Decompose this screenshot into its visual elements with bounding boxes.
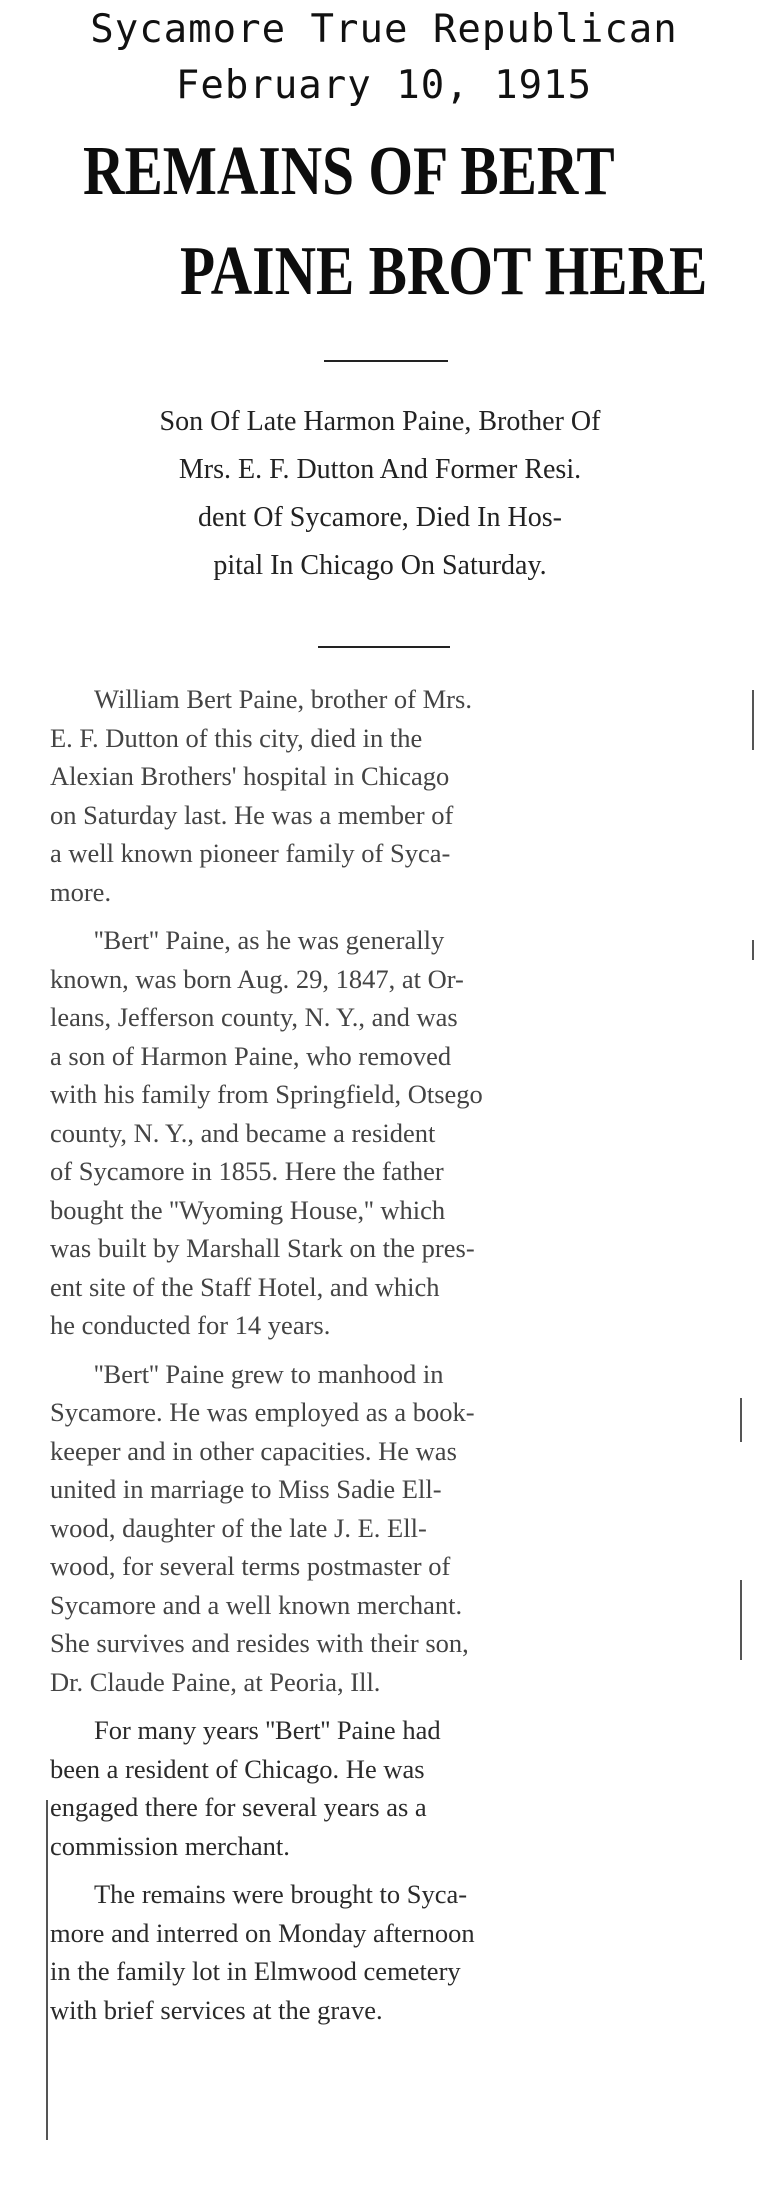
article-line: known, was born Aug. 29, 1847, at Or- <box>50 963 464 994</box>
article-line: For many years ''Bert'' Paine had <box>94 1715 441 1745</box>
article-line: commission merchant. <box>50 1830 290 1861</box>
article-line: he conducted for 14 years. <box>50 1310 331 1340</box>
article-line: more. <box>50 876 112 907</box>
article-line: ent site of the Staff Hotel, and which <box>50 1271 440 1302</box>
article-paragraph <box>50 680 730 911</box>
column-rule <box>740 1580 742 1660</box>
article-line: The remains were brought to Syca- <box>94 1879 468 1909</box>
subheadline-line: dent Of Sycamore, Died In Hos- <box>198 502 562 533</box>
article-paragraph <box>50 921 730 1345</box>
article-body <box>50 680 730 2039</box>
publication-name: Sycamore True Republican <box>90 7 678 52</box>
article-paragraph <box>50 1875 730 2029</box>
article-line: William Bert Paine, brother of Mrs. <box>94 684 472 714</box>
divider-rule <box>318 646 450 648</box>
article-line: more and interred on Monday afternoon <box>50 1917 475 1948</box>
column-rule <box>46 1800 48 2140</box>
column-rule <box>752 690 754 750</box>
article-line: county, N. Y., and became a resident <box>50 1117 436 1148</box>
article-line: on Saturday last. He was a member of <box>50 799 454 830</box>
article-line: with brief services at the grave. <box>50 1994 383 2025</box>
article-line: keeper and in other capacities. He was <box>50 1435 457 1466</box>
article-line: leans, Jefferson county, N. Y., and was <box>50 1002 458 1032</box>
headline-line-2: PAINE BROT HERE <box>180 233 708 310</box>
article-line: been a resident of Chicago. He was <box>50 1753 425 1784</box>
article-line: united in marriage to Miss Sadie Ell- <box>50 1474 442 1504</box>
column-rule <box>740 1398 742 1442</box>
article-line: a son of Harmon Paine, who removed <box>50 1040 452 1071</box>
subheadline-line: Son Of Late Harmon Paine, Brother Of <box>159 406 601 437</box>
article-paragraph <box>50 1711 730 1865</box>
article-line: wood, daughter of the late J. E. Ell- <box>50 1512 427 1543</box>
subheadline-line: pital In Chicago On Saturday. <box>213 550 547 581</box>
article-line: She survives and resides with their son, <box>50 1628 469 1658</box>
article-line: in the family lot in Elmwood cemetery <box>50 1956 461 1986</box>
article-line: Sycamore and a well known merchant. <box>50 1589 463 1620</box>
article-paragraph <box>50 1355 730 1702</box>
article-line: E. F. Dutton of this city, died in the <box>50 722 423 753</box>
article-line: bought the ''Wyoming House,'' which <box>50 1194 446 1225</box>
article-line: with his family from Springfield, Otsego <box>50 1079 483 1109</box>
article-line: engaged there for several years as a <box>50 1792 427 1822</box>
article-line: Dr. Claude Paine, at Peoria, Ill. <box>50 1666 381 1697</box>
article-line: was built by Marshall Stark on the pres- <box>50 1233 475 1263</box>
article-line: ''Bert'' Paine, as he was generally <box>94 925 445 955</box>
article-line: a well known pioneer family of Syca- <box>50 838 451 868</box>
article-line: Sycamore. He was employed as a book- <box>50 1397 475 1427</box>
subheadline-line: Mrs. E. F. Dutton And Former Resi. <box>178 454 582 485</box>
headline-line-1: REMAINS OF BERT <box>83 133 615 210</box>
divider-rule <box>324 360 448 362</box>
article-line: ''Bert'' Paine grew to manhood in <box>94 1358 444 1389</box>
publication-date: February 10, 1915 <box>175 63 593 108</box>
subheadline <box>60 398 700 590</box>
article-line: wood, for several terms postmaster of <box>50 1551 451 1581</box>
article-line: of Sycamore in 1855. Here the father <box>50 1156 444 1186</box>
column-rule <box>752 940 754 960</box>
article-line: Alexian Brothers' hospital in Chicago <box>50 761 450 791</box>
